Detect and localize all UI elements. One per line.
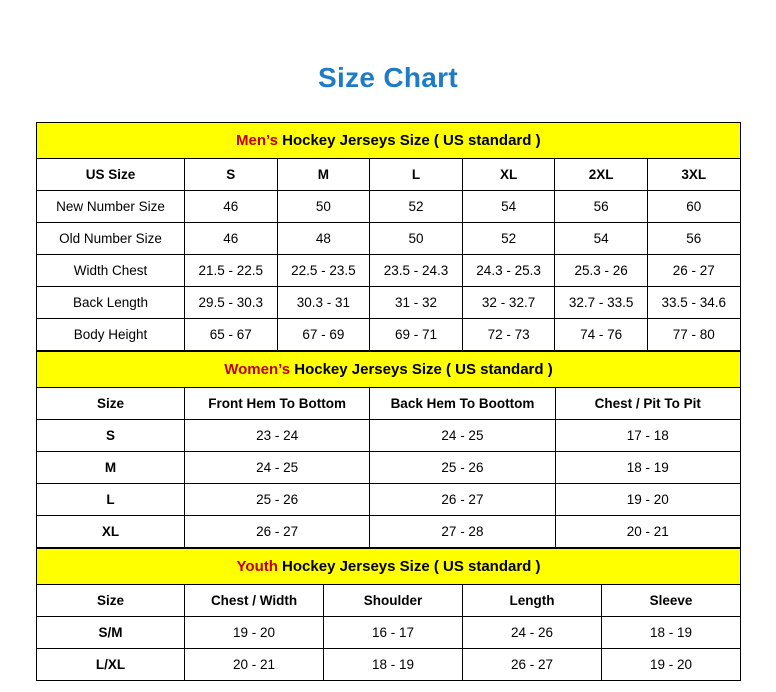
womens-row-2-val-0: 25 - 26 [185,484,370,516]
womens-size-table [36,351,741,548]
table-row [37,319,741,351]
womens-heading-accent: Women’s [224,361,291,378]
table-row [37,223,741,255]
youth-row-1-val-0: 20 - 21 [185,649,324,681]
womens-heading-rest: Hockey Jerseys Size ( US standard ) [290,361,553,378]
mens-row-2-val-2: 23.5 - 24.3 [370,255,463,287]
mens-section-header [37,123,741,159]
mens-heading-rest: Hockey Jerseys Size ( US standard ) [277,132,541,149]
mens-row-0-val-0: 46 [185,191,278,223]
mens-col-1: S [185,159,278,191]
womens-row-1-label: M [37,452,185,484]
mens-row-3-val-4: 32.7 - 33.5 [555,287,648,319]
womens-row-2-val-1: 26 - 27 [370,484,555,516]
table-row [37,191,741,223]
mens-row-0-val-5: 60 [647,191,740,223]
mens-row-2-val-5: 26 - 27 [647,255,740,287]
youth-row-0-label: S/M [37,617,185,649]
mens-row-4-val-5: 77 - 80 [647,319,740,351]
mens-row-0-val-1: 50 [277,191,370,223]
womens-row-0-label: S [37,420,185,452]
womens-row-3-label: XL [37,516,185,548]
womens-heading-cell [37,352,741,388]
youth-row-0-val-3: 18 - 19 [602,617,741,649]
youth-row-0-val-0: 19 - 20 [185,617,324,649]
youth-col-1: Chest / Width [185,585,324,617]
womens-row-3-val-2: 20 - 21 [555,516,740,548]
mens-row-2-val-4: 25.3 - 26 [555,255,648,287]
table-row [37,452,741,484]
mens-row-3-val-1: 30.3 - 31 [277,287,370,319]
table-row [37,617,741,649]
mens-row-3-label: Back Length [37,287,185,319]
table-row [37,287,741,319]
womens-column-headers [37,388,741,420]
mens-row-4-val-3: 72 - 73 [462,319,555,351]
mens-row-4-val-0: 65 - 67 [185,319,278,351]
mens-col-2: M [277,159,370,191]
youth-row-1-val-1: 18 - 19 [324,649,463,681]
womens-row-3-val-0: 26 - 27 [185,516,370,548]
mens-row-1-val-2: 50 [370,223,463,255]
mens-row-4-val-4: 74 - 76 [555,319,648,351]
table-row [37,420,741,452]
mens-row-2-val-0: 21.5 - 22.5 [185,255,278,287]
womens-col-3: Chest / Pit To Pit [555,388,740,420]
womens-row-0-val-1: 24 - 25 [370,420,555,452]
mens-row-3-val-0: 29.5 - 30.3 [185,287,278,319]
table-row [37,516,741,548]
youth-row-0-val-1: 16 - 17 [324,617,463,649]
womens-row-0-val-0: 23 - 24 [185,420,370,452]
mens-row-1-label: Old Number Size [37,223,185,255]
womens-col-0: Size [37,388,185,420]
mens-col-5: 2XL [555,159,648,191]
mens-row-1-val-3: 52 [462,223,555,255]
mens-col-4: XL [462,159,555,191]
mens-row-3-val-2: 31 - 32 [370,287,463,319]
youth-heading-cell [37,549,741,585]
mens-row-1-val-0: 46 [185,223,278,255]
youth-col-2: Shoulder [324,585,463,617]
womens-col-1: Front Hem To Bottom [185,388,370,420]
mens-row-3-val-5: 33.5 - 34.6 [647,287,740,319]
mens-size-table [36,122,741,351]
youth-section-header [37,549,741,585]
table-row [37,649,741,681]
table-row [37,255,741,287]
womens-row-1-val-2: 18 - 19 [555,452,740,484]
youth-heading-accent: Youth [236,558,278,575]
womens-section-header [37,352,741,388]
mens-row-4-val-2: 69 - 71 [370,319,463,351]
mens-row-4-val-1: 67 - 69 [277,319,370,351]
womens-row-1-val-1: 25 - 26 [370,452,555,484]
mens-row-0-val-2: 52 [370,191,463,223]
mens-row-0-val-3: 54 [462,191,555,223]
mens-col-3: L [370,159,463,191]
mens-row-2-label: Width Chest [37,255,185,287]
table-row [37,484,741,516]
mens-row-2-val-3: 24.3 - 25.3 [462,255,555,287]
page-title: Size Chart [318,62,458,93]
youth-size-table [36,548,741,681]
youth-col-4: Sleeve [602,585,741,617]
womens-row-2-label: L [37,484,185,516]
youth-col-3: Length [463,585,602,617]
youth-row-1-label: L/XL [37,649,185,681]
womens-row-2-val-2: 19 - 20 [555,484,740,516]
youth-row-1-val-2: 26 - 27 [463,649,602,681]
mens-row-3-val-3: 32 - 32.7 [462,287,555,319]
mens-row-0-val-4: 56 [555,191,648,223]
youth-col-0: Size [37,585,185,617]
youth-row-1-val-3: 19 - 20 [602,649,741,681]
mens-heading-cell [37,123,741,159]
mens-column-headers [37,159,741,191]
mens-col-6: 3XL [647,159,740,191]
womens-row-0-val-2: 17 - 18 [555,420,740,452]
mens-row-4-label: Body Height [37,319,185,351]
mens-col-0: US Size [37,159,185,191]
youth-heading-rest: Hockey Jerseys Size ( US standard ) [277,558,541,575]
tables-container [36,122,740,681]
womens-col-2: Back Hem To Boottom [370,388,555,420]
mens-heading-accent: Men’s [236,132,278,149]
mens-row-1-val-5: 56 [647,223,740,255]
youth-row-0-val-2: 24 - 26 [463,617,602,649]
mens-row-1-val-1: 48 [277,223,370,255]
mens-row-0-label: New Number Size [37,191,185,223]
mens-row-2-val-1: 22.5 - 23.5 [277,255,370,287]
youth-column-headers [37,585,741,617]
mens-row-1-val-4: 54 [555,223,648,255]
womens-row-1-val-0: 24 - 25 [185,452,370,484]
womens-row-3-val-1: 27 - 28 [370,516,555,548]
